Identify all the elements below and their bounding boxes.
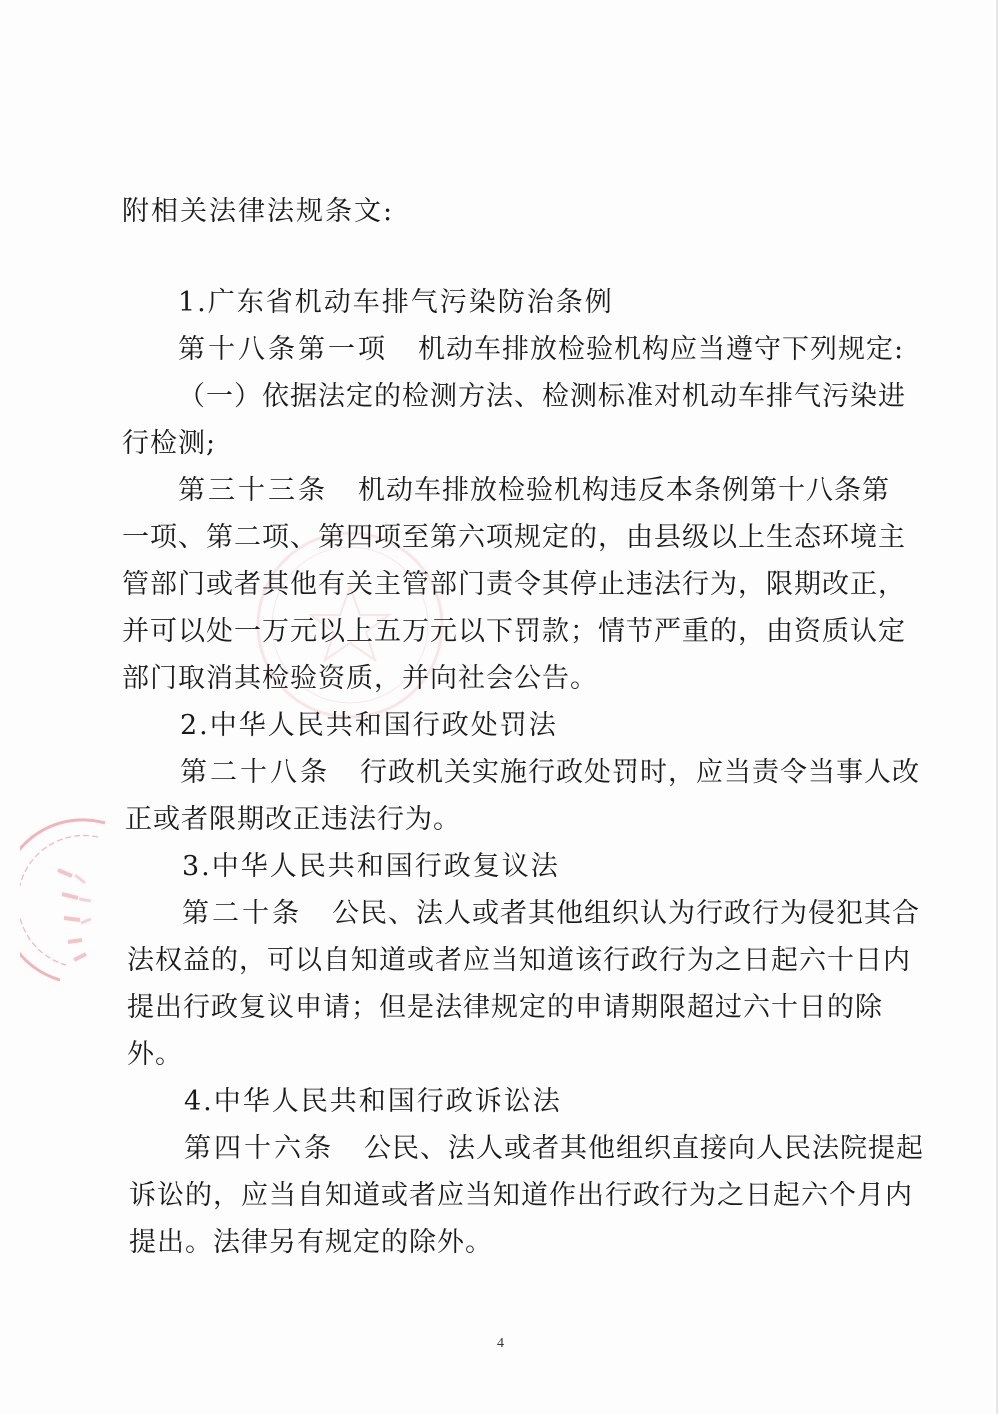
section-heading: 3.中华人民共和国行政复议法 [182,851,560,882]
article-line: 提出行政复议申请；但是法律规定的申请期限超过六十日的除 [127,992,883,1023]
page-number: 4 [497,1336,504,1351]
section-heading: 4.中华人民共和国行政诉讼法 [184,1086,562,1117]
article-label: 第四十六条 [184,1133,334,1164]
article-line: 外。 [127,1039,183,1070]
article-line: 诉讼的，应当自知道或者应当知道作出行政行为之日起六个月内 [129,1180,913,1211]
article-label: 第二十八条 [180,757,330,788]
article-line: 行检测; [122,428,217,459]
article-line: 提出。法律另有规定的除外。 [129,1227,493,1258]
article-line [178,333,904,367]
article-line: 正或者限期改正违法行为。 [125,804,461,835]
article-text: 公民、法人或者其他组织认为行政行为侵犯其合 [332,898,920,929]
article-text: 行政机关实施行政处罚时，应当责令当事人改 [360,757,920,788]
article-line: 部门取消其检验资质，并向社会公告。 [122,663,598,694]
section-heading: 1.广东省机动车排气污染防治条例 [178,287,614,318]
article-line: 法权益的，可以自知道或者应当知道该行政行为之日起六十日内 [127,945,911,976]
scan-edge-shadow [996,0,998,1414]
article-line [182,897,920,931]
article-text: 公民、法人或者其他组织直接向人民法院提起 [364,1133,924,1164]
article-text: 机动车排放检验机构应当遵守下列规定: [418,334,905,365]
article-text: 机动车排放检验机构违反本条例第十八条第 [358,475,890,506]
document-intro: 附相关法律法规条文: [122,196,395,227]
article-line [180,756,920,790]
article-line [184,1132,924,1166]
article-label: 第十八条第一项 [178,334,388,365]
article-line: 一项、第二项、第四项至第六项规定的，由县级以上生态环境主 [122,522,906,553]
article-line [178,474,890,508]
article-line: 管部门或者其他有关主管部门责令其停止违法行为，限期改正， [122,569,906,600]
section-heading: 2.中华人民共和国行政处罚法 [180,710,558,741]
article-label: 第三十三条 [178,475,328,506]
article-line: 并可以处一万元以上五万元以下罚款；情节严重的，由资质认定 [122,616,906,647]
article-line: （一）依据法定的检测方法、检测标准对机动车排气污染进 [178,381,906,412]
article-label: 第二十条 [182,898,302,929]
